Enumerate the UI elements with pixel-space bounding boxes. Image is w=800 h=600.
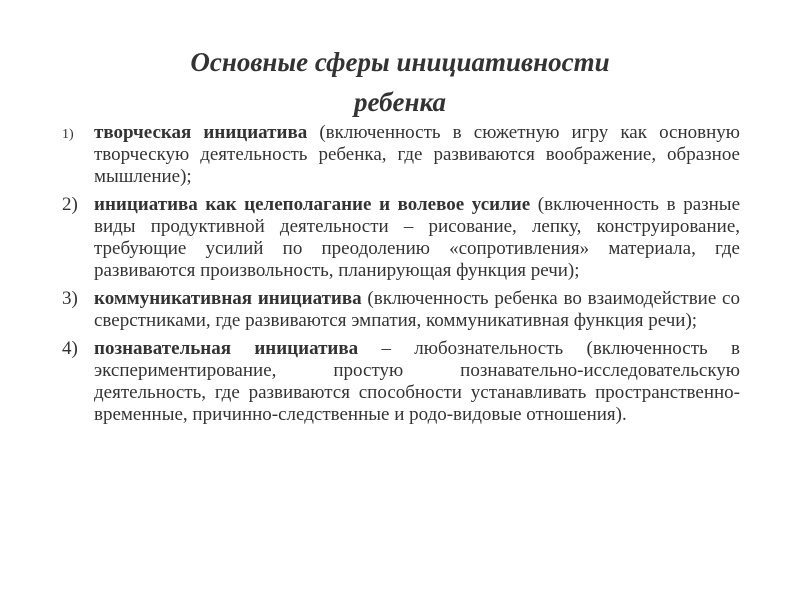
list-item-text: (включенность в сюжетную игру как основную творческую деятельность ребенка, где развиваются воображение, образное мышление); [94,122,740,187]
list-item-heading: творческая инициатива [94,122,308,143]
list-item-creative [62,122,740,188]
list-item-text: (включенность в разные виды продуктивной деятельности – рисование, лепку, конструирование, требующие усилий по преодолению «сопротивления» материала, где развиваются произвольность, планирующая функция речи); [94,194,740,281]
list-item-heading: коммуникативная инициатива [94,288,362,309]
slide-title [0,42,800,122]
list-item-goal-setting [62,194,740,282]
list-item-number: 2) [62,194,78,215]
list-item-number: 4) [62,338,78,359]
slide-title-line-2: ребенка [353,87,447,117]
list-item-communicative [62,288,740,332]
list-item-text: (включенность ребенка во взаимодействие со сверстниками, где развиваются эмпатия, коммуникативная функция речи); [94,288,740,331]
list-item-number: 1) [62,127,74,142]
list-item-heading: инициатива как целеполагание и волевое усилие [94,194,531,215]
list-item-text: – любознательность (включенность в экспериментирование, простую познавательно-исследовательскую деятельность, где развиваются способности устанавливать пространственно-временные, причинно-следственные и родо-видовые отношения). [94,338,740,425]
list-item-number: 3) [62,288,78,309]
initiative-list [62,122,740,432]
list-item-cognitive [62,338,740,426]
slide-title-line-1: Основные сферы инициативности [190,47,610,77]
list-item-heading: познавательная инициатива [94,338,359,359]
